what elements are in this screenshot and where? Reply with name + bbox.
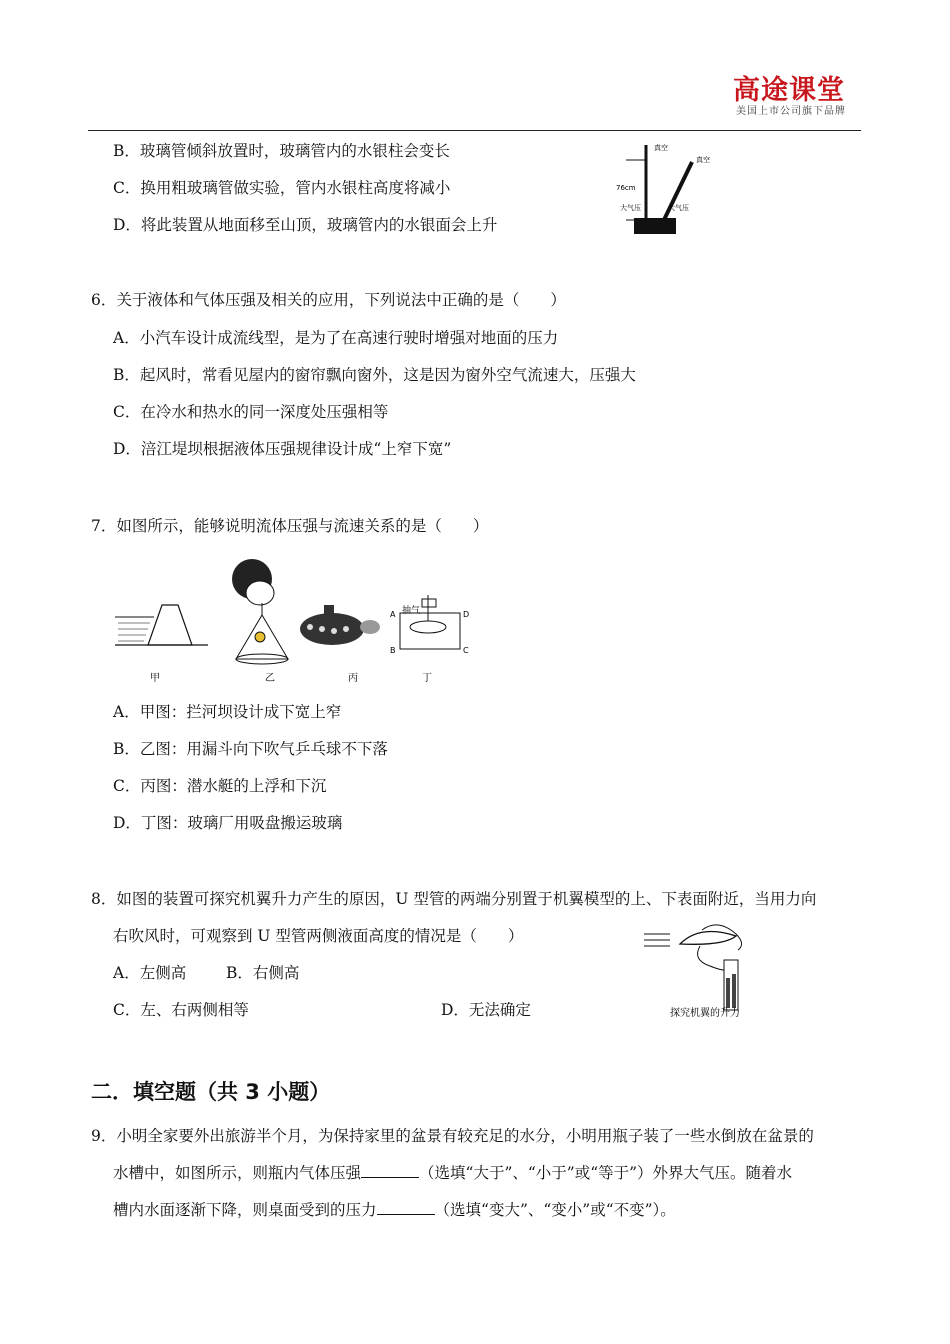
fig-label-yi: 乙 <box>265 673 275 684</box>
q9-line2 <box>113 1163 792 1183</box>
q8-stem-line2: 右吹风时，可观察到 U 型管两侧液面高度的情况是（ ） <box>113 927 524 945</box>
tube-lower <box>698 946 724 970</box>
q5-option-c: C．换用粗玻璃管做实验，管内水银柱高度将减小 <box>113 179 451 197</box>
q7-option-b: B．乙图：用漏斗向下吹气乒乓球不下落 <box>113 740 388 758</box>
vacuum-right-label: 真空 <box>696 156 710 164</box>
vacuum-left-label: 真空 <box>654 144 668 152</box>
figure-jia-dam <box>115 605 208 645</box>
ding-label-d: D <box>463 610 470 619</box>
brand-logo-subtitle: 美国上市公司旗下品牌 <box>736 106 846 117</box>
q8-option-a: A．左侧高 <box>113 964 187 982</box>
section-title: 二．填空题（共 3 小题） <box>91 1080 331 1104</box>
figure-yi-funnel <box>232 559 288 664</box>
fig-label-jia: 甲 <box>150 673 160 684</box>
q9-line2-text-a: 水槽中，如图所示，则瓶内气体压强 <box>113 1164 362 1182</box>
q9-blank-2[interactable] <box>377 1200 435 1215</box>
wing-figure-caption: 探究机翼的升力 <box>670 1008 740 1019</box>
atm-right-label: 大气压 <box>668 204 689 212</box>
header-divider <box>88 130 861 131</box>
q6-option-c: C．在冷水和热水的同一深度处压强相等 <box>113 403 389 421</box>
ding-label-a: A <box>390 610 396 619</box>
q9-line3 <box>113 1200 676 1220</box>
ding-pump-label: 抽气 <box>402 606 421 616</box>
q7-figures <box>110 555 480 685</box>
q8-option-c: C．左、右两侧相等 <box>113 1001 249 1019</box>
q8-stem-line1: 8．如图的装置可探究机翼升力产生的原因，U 型管的两端分别置于机翼模型的上、下表面附近，当用力向 <box>91 890 817 908</box>
q5-option-b: B．玻璃管倾斜放置时，玻璃管内的水银柱会变长 <box>113 142 450 160</box>
atm-left-label: 大气压 <box>620 204 641 212</box>
height-label: 76cm <box>616 184 636 192</box>
q9-line3-text-b: （选填“变大”、“变小”或“不变”）。 <box>434 1201 676 1219</box>
figure-bing-submarine <box>300 605 380 645</box>
q8-option-b: B．右侧高 <box>226 964 300 982</box>
q6-option-a: A．小汽车设计成流线型，是为了在高速行驶时增强对地面的压力 <box>113 329 559 347</box>
wing-model <box>680 932 736 945</box>
q7-option-d: D．丁图：玻璃厂用吸盘搬运玻璃 <box>113 814 343 832</box>
ding-label-c: C <box>463 646 469 655</box>
q6-stem: 6．关于液体和气体压强及相关的应用，下列说法中正确的是（ ） <box>91 291 566 309</box>
torricelli-figure <box>612 140 722 240</box>
tilted-tube <box>662 162 692 224</box>
q9-line2-text-b: （选填“大于”、“小于”或“等于”）外界大气压。随着水 <box>419 1164 793 1182</box>
figure-ding-suction <box>390 595 469 655</box>
q7-option-a: A．甲图：拦河坝设计成下宽上窄 <box>113 703 342 721</box>
wing-lift-figure <box>640 920 760 1020</box>
brand-logo-title: 高途课堂 <box>733 75 845 106</box>
q6-option-d: D．涪江堤坝根据液体压强规律设计成“上窄下宽” <box>113 440 452 458</box>
q5-option-d: D．将此装置从地面移至山顶，玻璃管内的水银面会上升 <box>113 216 498 234</box>
q7-stem: 7．如图所示，能够说明流体压强与流速关系的是（ ） <box>91 517 489 535</box>
q8-option-d: D．无法确定 <box>441 1001 531 1019</box>
fig-label-bing: 丙 <box>348 673 358 684</box>
q9-blank-1[interactable] <box>361 1163 419 1178</box>
q9-line1: 9．小明全家要外出旅游半个月，为保持家里的盆景有较充足的水分，小明用瓶子装了一些水倒放在盆景的 <box>91 1127 814 1145</box>
q6-option-b: B．起风时，常看见屋内的窗帘飘向窗外，这是因为窗外空气流速大，压强大 <box>113 366 636 384</box>
tube-upper <box>702 925 742 950</box>
q7-option-c: C．丙图：潜水艇的上浮和下沉 <box>113 777 327 795</box>
fig-label-ding: 丁 <box>422 673 432 684</box>
ding-label-b: B <box>390 646 396 655</box>
q9-line3-text-a: 槽内水面逐渐下降，则桌面受到的压力 <box>113 1201 377 1219</box>
